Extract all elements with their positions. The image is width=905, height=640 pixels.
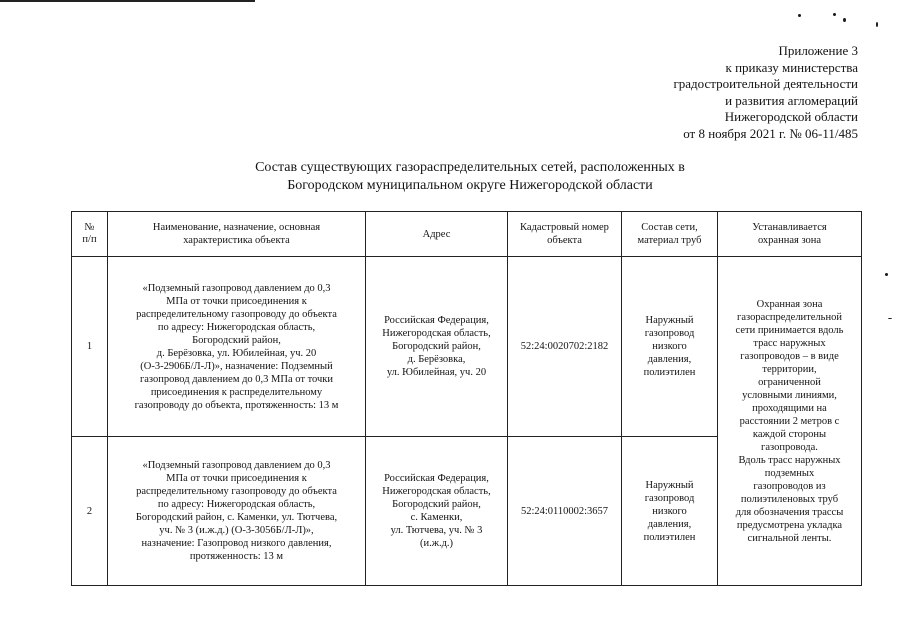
- name-line: по адресу: Нижегородская область,: [157, 321, 316, 333]
- zone-line: проходящими на: [752, 402, 827, 414]
- header-num-line: №: [84, 222, 95, 233]
- gas-network-table: [71, 211, 862, 586]
- zone-line: Вдоль трасс наружных: [738, 454, 841, 466]
- name-line: протяженность: 13 м: [189, 551, 284, 562]
- name-line: назначение: Газопровод низкого давления,: [141, 538, 332, 549]
- network-line: Наружный: [645, 315, 694, 326]
- header-zone-line: охранная зона: [757, 235, 822, 246]
- name-line: «Подземный газопровод давлением до 0,3: [142, 282, 331, 294]
- zone-line: предусмотрена укладка: [736, 519, 843, 531]
- row-network: [622, 437, 718, 586]
- zone-line: территории,: [762, 363, 817, 375]
- zone-line: для обозначения трассы: [735, 506, 844, 518]
- network-line: газопровод: [644, 328, 695, 339]
- zone-line: условными линиями,: [742, 389, 837, 401]
- name-line: «Подземный газопровод давлением до 0,3: [142, 460, 331, 471]
- scan-speck: [876, 22, 878, 27]
- network-line: полиэтилен: [643, 531, 696, 543]
- row-address: [366, 437, 508, 586]
- name-line: Богородский район, с. Каменки, ул. Тютчева,: [135, 512, 338, 523]
- address-line: Нижегородская область,: [382, 328, 491, 339]
- appendix-line: Приложение 3: [778, 43, 858, 58]
- header-zone-line: Устанавливается: [752, 222, 827, 233]
- header-cadastral-line: Кадастровый номер: [520, 222, 609, 233]
- header-name-line: характеристика объекта: [183, 235, 290, 246]
- network-line: низкого: [652, 505, 687, 517]
- appendix-header: [600, 43, 858, 143]
- zone-line: подземных: [764, 467, 815, 479]
- address-line: ул. Юбилейная, уч. 20: [386, 367, 487, 378]
- network-line: давления,: [647, 518, 692, 530]
- row-num: 1: [72, 257, 108, 437]
- zone-line: газораспределительной: [737, 311, 842, 323]
- network-line: Наружный: [645, 479, 694, 491]
- name-line: распределительному газопроводу до объекта: [136, 308, 337, 320]
- zone-line: газопроводов – в виде: [740, 350, 839, 362]
- zone-line: Охранная зона: [756, 298, 823, 310]
- zone-line: сигнальной ленты.: [747, 532, 832, 544]
- header-network: [622, 212, 718, 257]
- row-address: [366, 257, 508, 437]
- network-line: давления,: [647, 354, 692, 365]
- address-line: Нижегородская область,: [382, 486, 491, 497]
- zone-line: газопроводов из: [753, 480, 826, 492]
- header-zone: [718, 212, 862, 257]
- row-name: [108, 437, 366, 586]
- table-header-row: [72, 212, 862, 257]
- header-network-line: материал труб: [637, 235, 702, 246]
- appendix-line: от 8 ноября 2021 г. № 06-11/485: [683, 125, 858, 141]
- name-line: уч. № 3 (и.ж.д.) (О-3-3056Б/Л-Л)»,: [159, 525, 314, 536]
- network-line: газопровод: [644, 492, 695, 504]
- scan-speck: [888, 318, 892, 319]
- name-line: газопровод давлением до 0,3 МПа от точки: [139, 373, 334, 385]
- name-line: МПа от точки присоединения к: [166, 473, 307, 484]
- address-line: д. Берёзовка,: [407, 354, 466, 365]
- address-line: (и.ж.д.): [419, 538, 454, 549]
- table-row: [72, 257, 862, 437]
- header-address: Адрес: [366, 212, 508, 257]
- header-num: [72, 212, 108, 257]
- name-line: распределительному газопроводу до объекта: [136, 486, 337, 497]
- row-num: 2: [72, 437, 108, 586]
- name-line: присоединения к распределительному: [150, 386, 323, 398]
- zone-line: полиэтиленовых труб: [740, 493, 839, 505]
- zone-line: сети принимается вдоль: [735, 324, 844, 336]
- zone-line: трасс наружных: [753, 337, 826, 349]
- zone-line: каждой стороны: [752, 428, 827, 440]
- network-line: низкого: [652, 341, 687, 352]
- appendix-line: Нижегородской области: [724, 109, 858, 125]
- header-network-line: Состав сети,: [641, 222, 698, 233]
- row-cadastral: 52:24:0020702:2182: [508, 257, 622, 437]
- address-line: Российская Федерация,: [384, 473, 489, 484]
- zone-line: газопровода.: [761, 441, 818, 453]
- header-name-line: Наименование, назначение, основная: [152, 222, 321, 233]
- address-line: Российская Федерация,: [384, 315, 489, 326]
- name-line: газопроводу до объекта, протяженность: 13 м: [134, 399, 339, 411]
- row-zone: [718, 257, 862, 586]
- appendix-line: к приказу министерства: [725, 59, 858, 75]
- header-name: [108, 212, 366, 257]
- name-line: Богородский район,: [192, 334, 281, 346]
- address-line: Богородский район,: [392, 499, 481, 510]
- document-title: [170, 159, 770, 195]
- address-line: ул. Тютчева, уч. № 3: [390, 525, 483, 536]
- zone-line: ограниченной: [758, 376, 821, 388]
- scan-speck: [843, 18, 846, 22]
- name-line: по адресу: Нижегородская область,: [157, 499, 316, 510]
- appendix-line: и развития агломераций: [725, 92, 858, 108]
- title-line: Богородском муниципальном округе Нижегородской области: [287, 178, 653, 193]
- address-line: с. Каменки,: [410, 512, 463, 523]
- scan-edge-line: [0, 0, 255, 2]
- name-line: д. Берёзовка, ул. Юбилейная, уч. 20: [156, 347, 317, 359]
- title-line: Состав существующих газораспределительных сетей, расположенных в: [255, 160, 685, 175]
- header-cadastral-line: объекта: [547, 235, 582, 246]
- scan-speck: [798, 14, 801, 17]
- row-cadastral: 52:24:0110002:3657: [508, 437, 622, 586]
- network-line: полиэтилен: [643, 367, 696, 378]
- address-line: Богородский район,: [392, 341, 481, 352]
- name-line: (О-3-2906Б/Л-Л)», назначение: Подземный: [140, 360, 333, 372]
- row-network: [622, 257, 718, 437]
- scan-speck: [885, 273, 888, 276]
- zone-line: расстоянии 2 метров с: [739, 415, 840, 427]
- appendix-line: градостроительной деятельности: [673, 76, 858, 92]
- row-name: [108, 257, 366, 437]
- header-num-line: п/п: [82, 234, 97, 245]
- name-line: МПа от точки присоединения к: [166, 295, 307, 307]
- header-cadastral: [508, 212, 622, 257]
- scan-speck: [833, 13, 836, 16]
